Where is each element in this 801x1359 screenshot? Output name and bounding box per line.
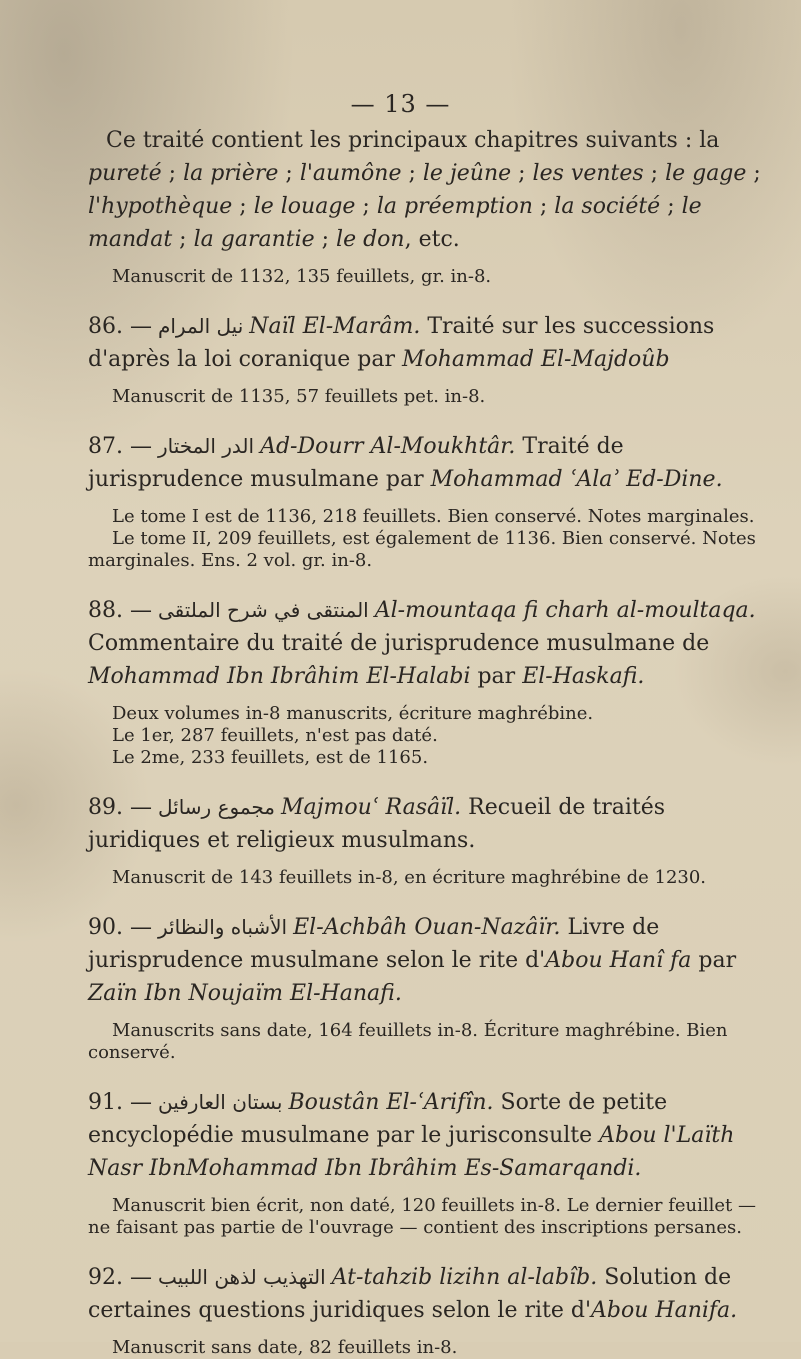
entry-92 <box>88 1261 768 1359</box>
entry-number: 88. — <box>88 598 152 623</box>
entry-number: 90. — <box>88 915 152 940</box>
entry-author: El-Haskafi. <box>522 664 645 689</box>
entry-note: Manuscrits sans date, 164 feuillets in-8. Écriture maghrébine. Bien conservé. <box>88 1020 728 1063</box>
intro-sep: ; <box>660 194 682 219</box>
entry-author: Abou Hanifa. <box>591 1298 738 1323</box>
intro-sep: ; <box>172 227 194 252</box>
entry-87 <box>88 430 768 572</box>
arabic-title: التهذيب لذهن اللبيب <box>157 1265 326 1289</box>
entry-89 <box>88 791 768 889</box>
entry-desc: Sorte de petite encyclopédie musulmane par le jurisconsulte <box>88 1090 668 1148</box>
intro-term: la prière <box>183 161 279 186</box>
entry-title: Naïl El-Marâm. <box>249 314 421 339</box>
intro-term: les ventes <box>532 161 644 186</box>
entry-desc: Traité de jurisprudence musulmane par <box>88 434 624 492</box>
entry-author: Zaïn Ibn Noujaïm El-Hanafi. <box>88 981 402 1006</box>
entry-number: 89. — <box>88 795 152 820</box>
entry-title: El-Achbâh Ouan-Nazâïr. <box>293 915 561 940</box>
intro-term: pureté <box>88 161 162 186</box>
entry-88 <box>88 594 768 769</box>
intro-term: l'aumône <box>299 161 402 186</box>
entry-author: Abou Hanî fa <box>545 948 692 973</box>
intro-paragraph <box>88 124 768 256</box>
entry-number: 86. — <box>88 314 152 339</box>
entry-desc: Recueil de traités juridiques et religieux musulmans. <box>88 795 666 853</box>
entry-author: Mohammad Ibn Ibrâhim El-Halabi <box>88 664 471 689</box>
intro-sep: ; <box>532 194 555 219</box>
arabic-title: بستان العارفين <box>157 1090 283 1114</box>
entry-86 <box>88 310 768 408</box>
entry-91 <box>88 1086 768 1239</box>
intro-sep: ; <box>643 161 666 186</box>
entry-desc-mid: par <box>691 948 737 973</box>
entry-note: Deux volumes in-8 manuscrits, écriture maghrébine. <box>112 703 594 724</box>
entry-desc: Commentaire du traité de jurisprudence musulmane de <box>88 631 710 656</box>
entry-head <box>88 430 768 496</box>
entry-note: Manuscrit bien écrit, non daté, 120 feuillets in-8. Le dernier feuillet — ne faisant pas partie de l'ouvrage — contient des inscriptions persanes. <box>88 1195 756 1238</box>
entry-author: Abou l'Laïth Nasr IbnMohammad Ibn Ibrâhim Es-Samarqandi. <box>88 1123 735 1181</box>
intro-term: la préemption <box>376 194 533 219</box>
entry-note: Le 2me, 233 feuillets, est de 1165. <box>112 747 429 768</box>
entry-number: 92. — <box>88 1265 152 1290</box>
intro-sep: ; <box>746 161 761 186</box>
intro-term: la société <box>554 194 661 219</box>
entry-title: At-tahzib lizihn al-labîb. <box>331 1265 598 1290</box>
entry-head <box>88 594 768 693</box>
entry-head <box>88 1261 768 1327</box>
page-number: — 13 — <box>350 90 451 118</box>
entry-note: Le tome I est de 1136, 218 feuillets. Bien conservé. Notes marginales. <box>112 506 755 527</box>
entry-title: Ad-Dourr Al-Moukhtâr. <box>260 434 516 459</box>
intro-sep: ; <box>278 161 300 186</box>
intro-sep: ; <box>232 194 254 219</box>
arabic-title: نيل المرام <box>157 314 244 338</box>
intro-term: le louage <box>253 194 356 219</box>
intro-sep: ; <box>401 161 423 186</box>
intro-sep: ; <box>161 161 184 186</box>
entry-note: Manuscrit sans date, 82 feuillets in-8. <box>112 1337 458 1358</box>
entry-desc: Solution de certaines questions juridiques selon le rite d' <box>88 1265 732 1323</box>
entry-author: Mohammad ʿAlaʾ Ed-Dine. <box>430 467 723 492</box>
entry-note: Manuscrit de 1135, 57 feuillets pet. in-8. <box>112 386 486 407</box>
page-content <box>88 124 768 1359</box>
intro-term: le don <box>336 227 405 252</box>
entry-number: 91. — <box>88 1090 152 1115</box>
intro-term: le jeûne <box>422 161 512 186</box>
intro-sep: ; <box>511 161 533 186</box>
entry-author: Mohammad El-Majdoûb <box>401 347 670 372</box>
intro-term: l'hypothèque <box>88 194 233 219</box>
entry-desc: Livre de jurisprudence musulmane selon le rite d' <box>88 915 660 973</box>
entry-note: Manuscrit de 143 feuillets in-8, en écriture maghrébine de 1230. <box>112 867 707 888</box>
entry-head <box>88 791 768 857</box>
entry-number: 87. — <box>88 434 152 459</box>
arabic-title: مجموع رسائل <box>157 795 276 819</box>
intro-term: la garantie <box>193 227 315 252</box>
intro-text: Ce traité contient les principaux chapitres suivants : la <box>106 128 720 153</box>
arabic-title: الدر المختار <box>157 434 255 458</box>
entry-note: Le 1er, 287 feuillets, n'est pas daté. <box>112 725 438 746</box>
intro-sep: ; <box>355 194 377 219</box>
intro-term: le gage <box>665 161 747 186</box>
entry-90 <box>88 911 768 1064</box>
entry-title: Majmouʿ Rasâïl. <box>281 795 462 820</box>
entry-desc: Traité sur les successions d'après la loi coranique par <box>88 314 715 372</box>
entry-head <box>88 1086 768 1185</box>
entry-title: Boustân El-ʿArifîn. <box>288 1090 494 1115</box>
arabic-title: المنتقى في شرح الملتقى <box>157 598 369 622</box>
intro-term: le mandat <box>88 194 702 252</box>
entry-head <box>88 310 768 376</box>
intro-note: Manuscrit de 1132, 135 feuillets, gr. in-8. <box>112 266 492 287</box>
entry-desc-mid: par <box>470 664 523 689</box>
arabic-title: الأشباه والنظائر <box>157 915 288 939</box>
entry-head <box>88 911 768 1010</box>
entry-note: Le tome II, 209 feuillets, est également de 1136. Bien conservé. Notes marginales. Ens. 2 vol. gr. in-8. <box>88 528 756 571</box>
entry-title: Al-mountaqa fi charh al-moultaqa. <box>374 598 756 623</box>
intro-sep: ; <box>314 227 337 252</box>
intro-end: , etc. <box>404 227 460 252</box>
